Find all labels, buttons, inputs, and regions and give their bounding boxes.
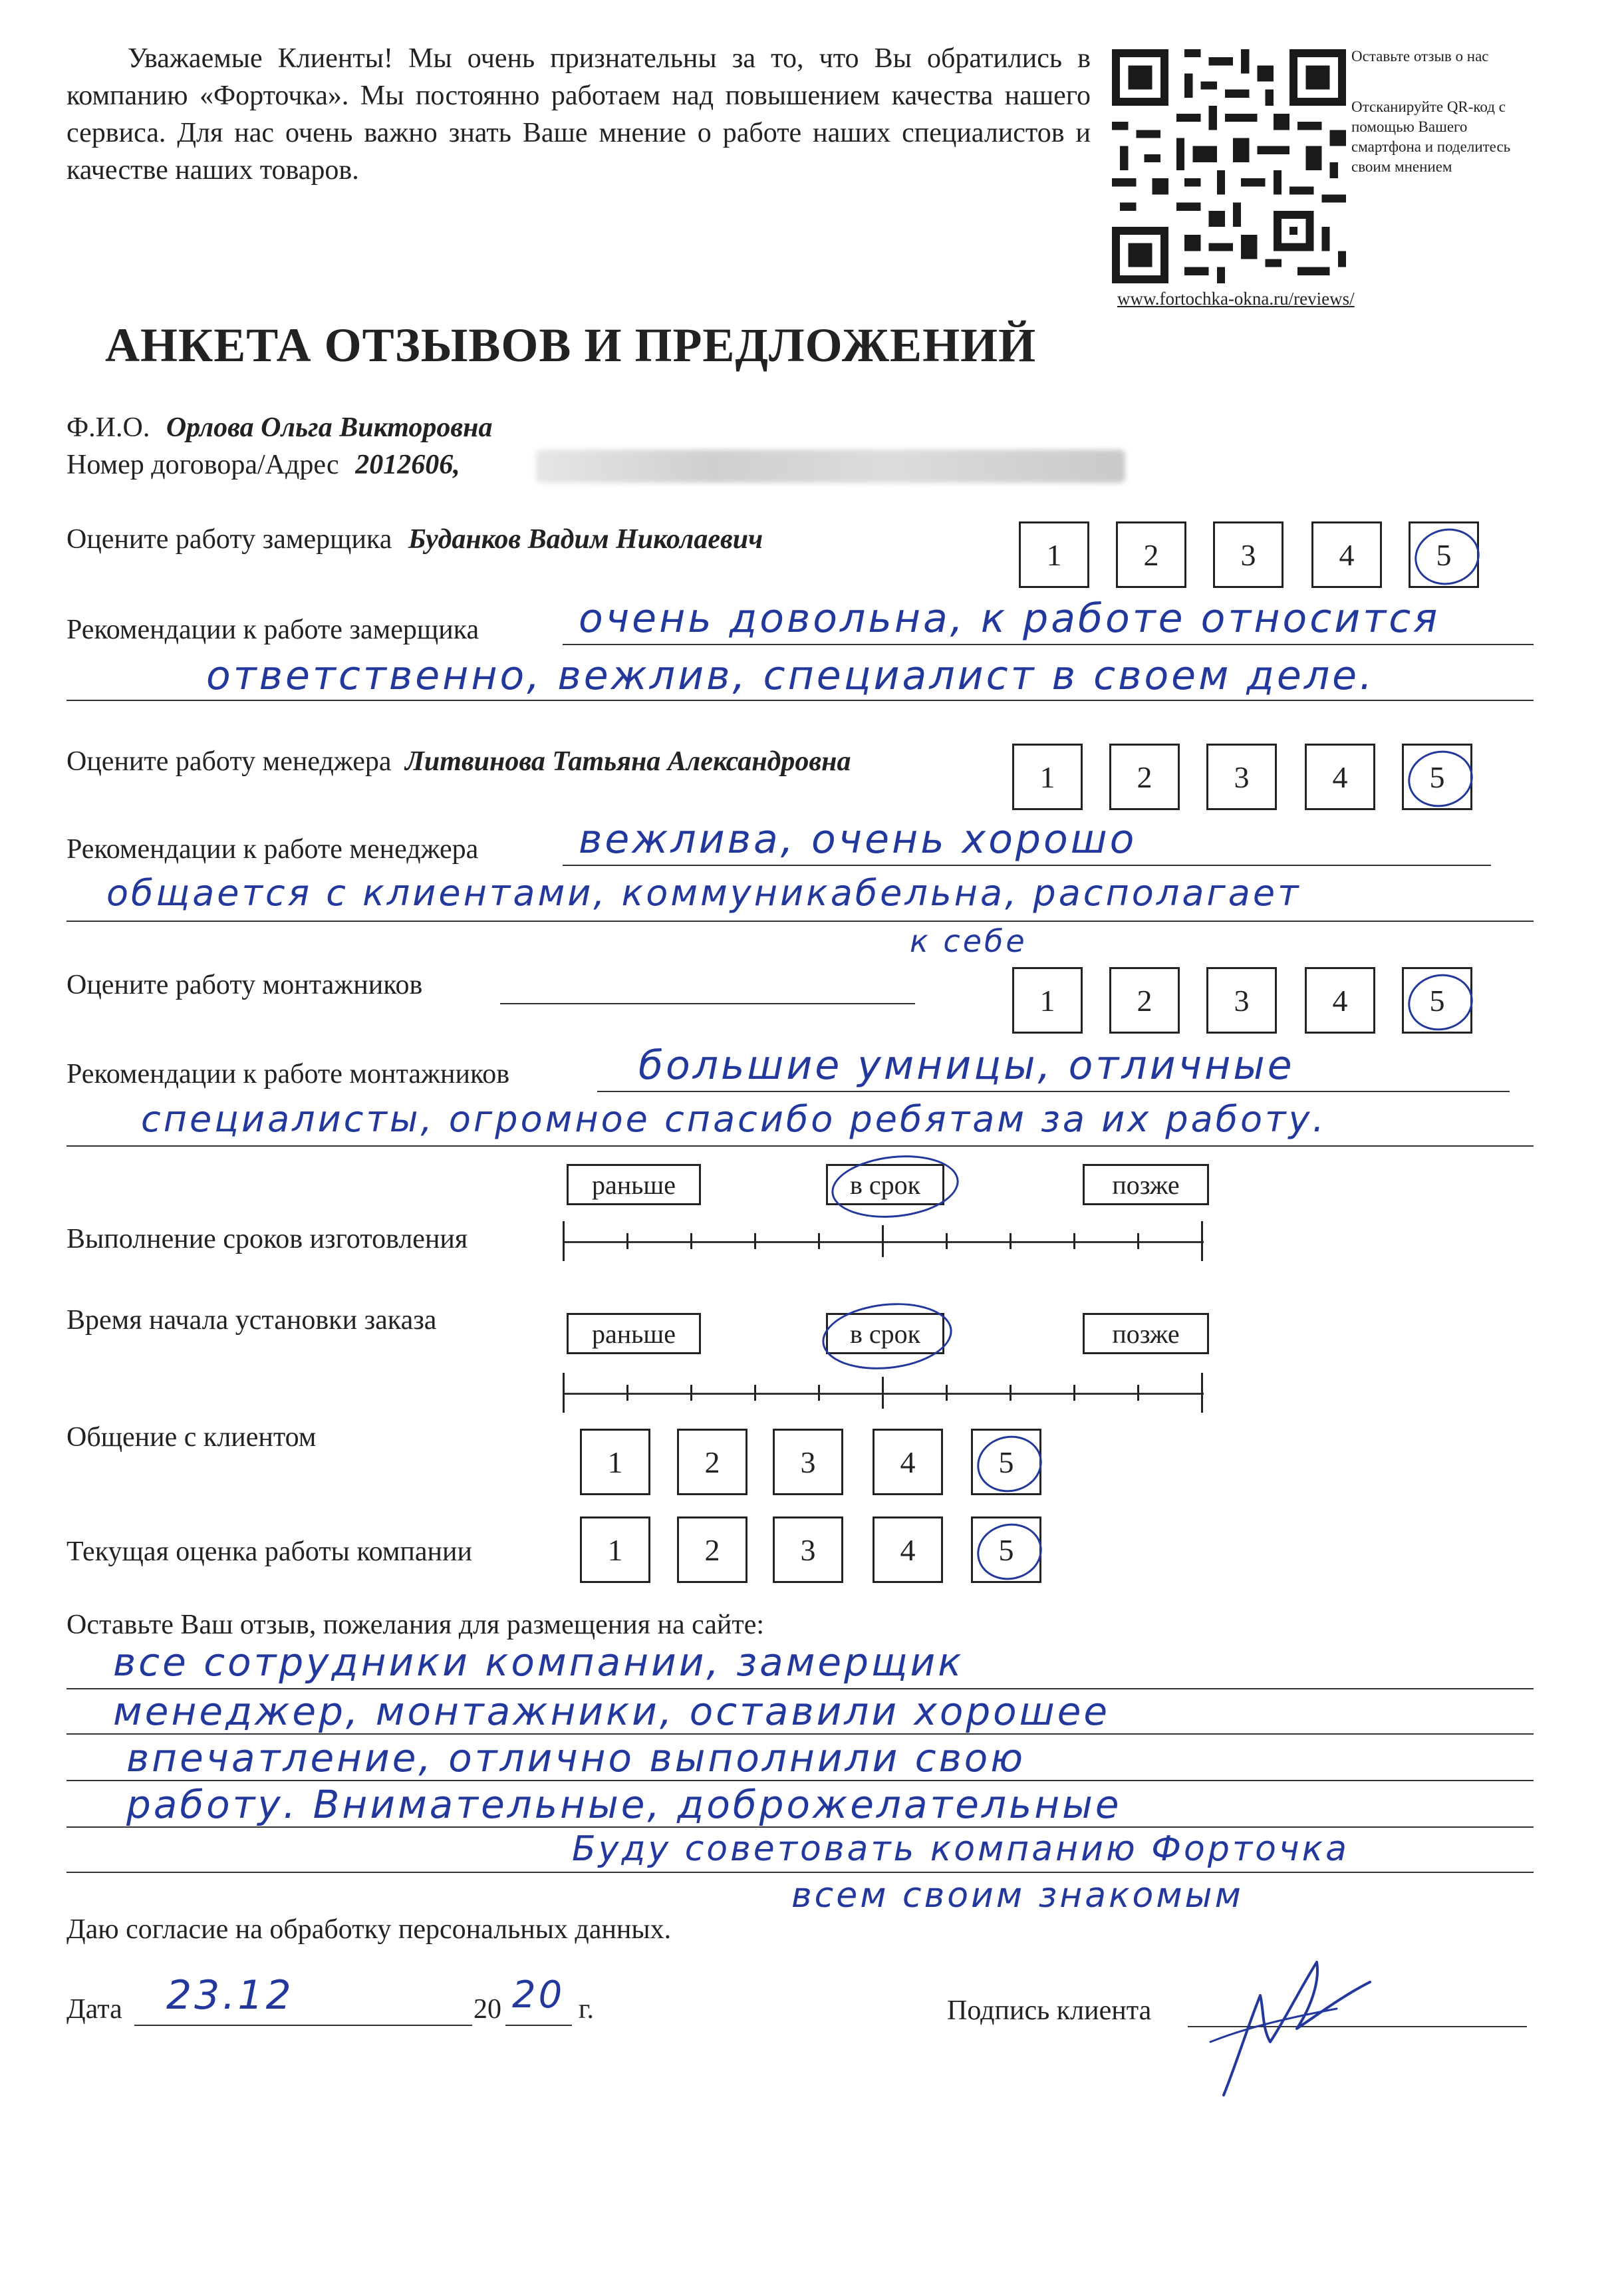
manager-rec-line3: к себе	[910, 923, 1027, 959]
contract-value: 2012606,	[355, 450, 460, 480]
communication-label: Общение с клиентом	[67, 1422, 317, 1453]
rating-box[interactable]: 3	[1206, 744, 1277, 810]
scale-tick	[1201, 1373, 1203, 1413]
timing-early-box[interactable]: раньше	[567, 1164, 701, 1205]
review-line2: менеджер, монтажники, оставили хорошее	[113, 1689, 1111, 1734]
scale-tick	[818, 1385, 820, 1401]
contract-row	[67, 451, 460, 479]
scale-tick	[1010, 1385, 1012, 1401]
rating-box[interactable]: 4	[1305, 967, 1375, 1034]
qr-note	[1351, 47, 1518, 177]
scale-tick	[1073, 1233, 1075, 1249]
measurer-name: Буданков Вадим Николаевич	[408, 524, 763, 555]
qr-code-icon[interactable]	[1112, 49, 1346, 283]
rating-box-selected[interactable]: 5	[1402, 967, 1472, 1034]
write-line	[67, 700, 1534, 701]
installers-label: Оцените работу монтажников	[67, 970, 423, 1000]
scale-tick	[754, 1385, 756, 1401]
install-selection-oval	[819, 1297, 955, 1375]
contract-label: Номер договора/Адрес	[67, 450, 339, 480]
timing-late-box[interactable]: позже	[1083, 1313, 1209, 1354]
installers-rec-label: Рекомендации к работе монтажников	[67, 1059, 510, 1089]
signature-label: Подпись клиента	[947, 1995, 1152, 2026]
scale-tick	[1137, 1233, 1139, 1249]
write-line	[563, 644, 1534, 645]
date-value: 23.12	[166, 1972, 294, 2019]
write-line	[597, 1091, 1510, 1092]
measurer-rec-line1: очень довольна, к работе относится	[579, 595, 1440, 642]
year-value: 20	[512, 1973, 565, 2017]
rating-box[interactable]: 3	[773, 1516, 843, 1583]
manager-rec-line2: общается с клиентами, коммуникабельна, располагает	[106, 872, 1301, 914]
scale-tick	[626, 1233, 628, 1249]
year-prefix: 20	[474, 1994, 501, 2025]
write-line	[500, 1003, 915, 1004]
production-timing-label: Выполнение сроков изготовления	[67, 1224, 468, 1254]
review-line5: Буду советовать компанию Форточка	[572, 1829, 1349, 1869]
install-timing-label: Время начала установки заказа	[67, 1305, 437, 1336]
rating-box[interactable]: 4	[873, 1429, 943, 1495]
manager-rec-label: Рекомендации к работе менеджера	[67, 834, 479, 865]
manager-name: Литвинова Татьяна Александровна	[405, 746, 851, 777]
rating-box[interactable]: 3	[1206, 967, 1277, 1034]
date-label: Дата	[67, 1994, 122, 2025]
fio-value: Орлова Ольга Викторовна	[166, 412, 493, 443]
rating-box[interactable]: 1	[580, 1429, 650, 1495]
review-line3: впечатление, отлично выполнили свою	[126, 1735, 1026, 1781]
write-line	[67, 1872, 1534, 1873]
rating-box[interactable]: 1	[1012, 967, 1083, 1034]
scale-tick	[882, 1225, 884, 1257]
rating-box-selected[interactable]: 5	[971, 1516, 1041, 1583]
year-line	[505, 2025, 572, 2026]
measurer-label: Оцените работу замерщика	[67, 524, 392, 555]
timing-early-box[interactable]: раньше	[567, 1313, 701, 1354]
rating-box[interactable]: 4	[1311, 521, 1382, 588]
selection-circle	[972, 1430, 1047, 1499]
selection-circle	[1403, 968, 1478, 1037]
scale-tick	[626, 1385, 628, 1401]
rating-box[interactable]: 2	[677, 1429, 747, 1495]
review-label: Оставьте Ваш отзыв, пожелания для размещения на сайте:	[67, 1610, 765, 1640]
selection-circle	[1403, 745, 1478, 813]
qr-title: Оставьте отзыв о нас	[1351, 48, 1489, 65]
production-selection-oval	[829, 1149, 962, 1224]
rating-box-selected[interactable]: 5	[1402, 744, 1472, 810]
scale-tick	[690, 1233, 692, 1249]
rating-box-selected[interactable]: 5	[971, 1429, 1041, 1495]
scale-tick	[563, 1221, 565, 1261]
scale-tick	[946, 1385, 948, 1401]
rating-box[interactable]: 3	[1213, 521, 1284, 588]
installers-rec-line2: специалисты, огромное спасибо ребятам за их работу.	[141, 1098, 1327, 1140]
installers-rec-line1: большие умницы, отличные	[638, 1042, 1295, 1089]
measurer-rec-line2: ответственно, вежлив, специалист в своем деле.	[206, 652, 1375, 699]
review-line4: работу. Внимательные, доброжелательные	[126, 1782, 1122, 1827]
rating-box[interactable]: 3	[773, 1429, 843, 1495]
write-line	[67, 921, 1534, 922]
client-signature-icon	[1184, 1929, 1383, 2102]
measurer-row	[67, 525, 763, 553]
scale-tick	[1073, 1385, 1075, 1401]
scale-tick	[1137, 1385, 1139, 1401]
selection-circle	[1409, 523, 1484, 591]
manager-rec-line1: вежлива, очень хорошо	[579, 816, 1137, 863]
scale-tick	[754, 1233, 756, 1249]
rating-box[interactable]: 4	[873, 1516, 943, 1583]
rating-box[interactable]: 4	[1305, 744, 1375, 810]
scale-tick	[1010, 1233, 1012, 1249]
install-timing-scale[interactable]	[563, 1373, 1204, 1413]
scale-tick	[818, 1233, 820, 1249]
timing-ontime-box[interactable]: в срок	[826, 1164, 944, 1205]
selection-circle	[972, 1518, 1047, 1586]
rating-box[interactable]: 2	[1109, 744, 1180, 810]
manager-label: Оцените работу менеджера	[67, 746, 392, 777]
qr-instructions: Отсканируйте QR-код с помощью Вашего смартфона и поделитесь своим мнением	[1351, 98, 1511, 175]
scale-tick	[563, 1373, 565, 1413]
rating-box[interactable]: 1	[1019, 521, 1089, 588]
review-line6: всем своим знакомым	[791, 1876, 1244, 1916]
review-line1: все сотрудники компании, замерщик	[113, 1640, 964, 1685]
company-label: Текущая оценка работы компании	[67, 1536, 472, 1567]
rating-box-selected[interactable]: 5	[1409, 521, 1479, 588]
reviews-url-link[interactable]: www.fortochka-okna.ru/reviews/	[1117, 289, 1355, 309]
scale-tick	[882, 1377, 884, 1409]
timing-ontime-box[interactable]: в срок	[826, 1313, 944, 1354]
redacted-address	[536, 450, 1125, 483]
write-line	[563, 865, 1491, 866]
rating-box[interactable]: 1	[580, 1516, 650, 1583]
write-line	[67, 1145, 1534, 1147]
date-line	[134, 2025, 472, 2026]
fio-label: Ф.И.О.	[67, 412, 150, 443]
production-timing-scale[interactable]	[563, 1221, 1204, 1261]
timing-late-box[interactable]: позже	[1083, 1164, 1209, 1205]
scale-tick	[946, 1233, 948, 1249]
rating-box[interactable]: 2	[1109, 967, 1180, 1034]
fio-row	[67, 414, 493, 442]
page-title: АНКЕТА ОТЗЫВОВ И ПРЕДЛОЖЕНИЙ	[105, 319, 1037, 372]
year-suffix-g: г.	[579, 1994, 594, 2025]
manager-row	[67, 748, 851, 776]
rating-box[interactable]: 1	[1012, 744, 1083, 810]
scale-tick	[690, 1385, 692, 1401]
consent-text: Даю согласие на обработку персональных данных.	[67, 1914, 672, 1945]
measurer-rec-label: Рекомендации к работе замерщика	[67, 615, 479, 645]
rating-box[interactable]: 2	[1116, 521, 1186, 588]
scale-tick	[1201, 1221, 1203, 1261]
rating-box[interactable]: 2	[677, 1516, 747, 1583]
intro-text: Уважаемые Клиенты! Мы очень признательны за то, что Вы обратились в компанию «Форточка». Мы постоянно работаем над повышением качества нашего сервиса. Для нас очень важно знать Ваше мнение о работе наших специалистов и качестве наших товаров.	[67, 43, 1091, 186]
